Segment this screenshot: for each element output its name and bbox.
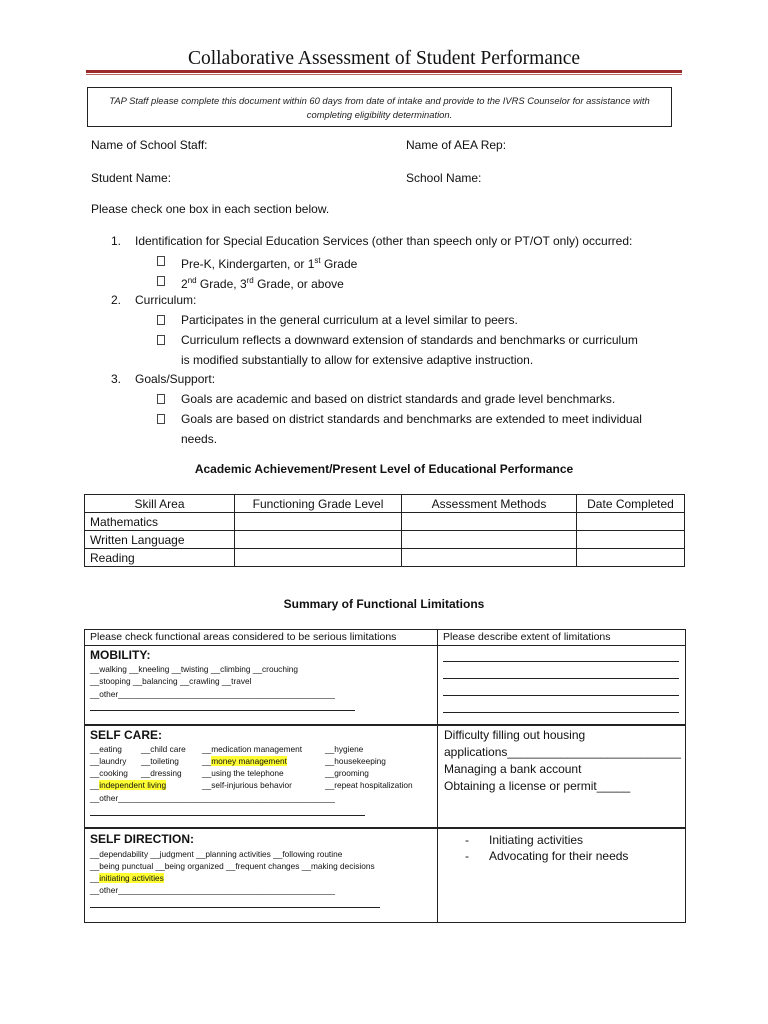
opt-grooming[interactable]: __grooming (325, 768, 369, 778)
selfdir-blank-line[interactable] (90, 897, 380, 908)
selfcare-other[interactable]: __other_______________________________________________ (90, 793, 336, 803)
opt-independent-living[interactable]: __independent living (90, 780, 167, 790)
option-2nd-grade: 2nd Grade, 3rd Grade, or above (181, 276, 344, 291)
checkbox-academic-goals[interactable] (157, 394, 165, 404)
mobility-describe-line[interactable] (443, 668, 679, 679)
selfcare-description-3: Managing a bank account (444, 762, 582, 776)
opt-laundry[interactable]: __laundry (90, 756, 127, 766)
opt-medication[interactable]: __medication management (202, 744, 303, 754)
mobility-describe-line[interactable] (443, 651, 679, 662)
option-prek: Pre-K, Kindergarten, or 1st Grade (181, 256, 358, 271)
section-2-number: 2. (111, 293, 122, 307)
col-left-header: Please check functional areas considered to be serious limitations (90, 631, 397, 643)
opt-housekeeping[interactable]: __housekeeping (325, 756, 386, 766)
option-general-curriculum: Participates in the general curriculum at a level similar to peers. (181, 313, 518, 327)
bullet-dash: - (465, 849, 469, 863)
opt-eating[interactable]: __eating (90, 744, 122, 754)
opt-initiating-activities[interactable]: __initiating activities (90, 873, 164, 883)
selfcare-description-2: applications__________________________ (444, 745, 681, 759)
title-rule-thin (86, 74, 682, 75)
mobility-describe-line[interactable] (443, 702, 679, 713)
opt-repeat-hospitalization[interactable]: __repeat hospitalization (325, 780, 413, 790)
cell-input[interactable] (402, 513, 577, 531)
opt-telephone[interactable]: __using the telephone (202, 768, 284, 778)
section-3-number: 3. (111, 372, 122, 386)
school-name-field[interactable]: School Name: (406, 171, 482, 185)
cell-input[interactable] (235, 549, 402, 567)
mobility-other[interactable]: __other_______________________________________________ (90, 689, 336, 699)
cell-input[interactable] (577, 531, 685, 549)
page-title: Collaborative Assessment of Student Performance (187, 48, 581, 69)
section-1-number: 1. (111, 234, 122, 248)
skill-table (84, 494, 685, 567)
academic-heading: Academic Achievement/Present Level of Educational Performance (194, 462, 574, 476)
selfdir-description-1: Initiating activities (489, 833, 584, 847)
selfdir-title: SELF DIRECTION: (90, 832, 194, 846)
checkbox-prek[interactable] (157, 256, 165, 266)
th-date-completed: Date Completed (577, 495, 685, 513)
opt-child-care[interactable]: __child care (141, 744, 186, 754)
checkbox-extended-goals[interactable] (157, 414, 165, 424)
selfcare-description-4: Obtaining a license or permit_____ (444, 779, 631, 793)
notice-box: TAP Staff please complete this document within 60 days from date of intake and provide to the IVRS Counselor for assistance with completing eligibility determination. (87, 87, 672, 127)
summary-heading: Summary of Functional Limitations (283, 597, 485, 611)
table-row (85, 549, 685, 567)
option-downward-extension: Curriculum reflects a downward extension of standards and benchmarks or curriculum (181, 333, 638, 347)
opt-toileting[interactable]: __toileting (141, 756, 179, 766)
selfcare-title: SELF CARE: (90, 728, 162, 742)
cell-input[interactable] (235, 513, 402, 531)
col-right-header: Please describe extent of limitations (443, 631, 611, 643)
th-assessment-methods: Assessment Methods (402, 495, 577, 513)
cell-input[interactable] (235, 531, 402, 549)
checkbox-downward-extension[interactable] (157, 335, 165, 345)
aea-rep-field[interactable]: Name of AEA Rep: (406, 138, 507, 152)
title-rule (86, 70, 682, 73)
mobility-describe-line[interactable] (443, 685, 679, 696)
option-extended-goals-cont: needs. (181, 432, 218, 446)
skill-mathematics: Mathematics (85, 513, 235, 531)
th-skill-area: Skill Area (85, 495, 235, 513)
mobility-options-1[interactable]: __walking __kneeling __twisting __climbing __crouching (90, 664, 299, 674)
row-divider (84, 724, 686, 726)
opt-cooking[interactable]: __cooking (90, 768, 128, 778)
section-1-heading: Identification for Special Education Services (other than speech only or PT/OT only) occurred: (135, 234, 633, 248)
cell-input[interactable] (402, 531, 577, 549)
instruction-text: Please check one box in each section below. (91, 202, 330, 216)
th-grade-level: Functioning Grade Level (235, 495, 402, 513)
mobility-title: MOBILITY: (90, 648, 151, 662)
opt-dressing[interactable]: __dressing (141, 768, 182, 778)
selfdir-options-1[interactable]: __dependability __judgment __planning activities __following routine (90, 849, 343, 859)
row-divider (84, 827, 686, 829)
student-name-field[interactable]: Student Name: (91, 171, 172, 185)
row-divider (84, 645, 686, 646)
selfcare-description-1: Difficulty filling out housing (444, 728, 586, 742)
selfdir-options-2[interactable]: __being punctual __being organized __frequent changes __making decisions (90, 861, 375, 871)
cell-input[interactable] (577, 513, 685, 531)
cell-input[interactable] (577, 549, 685, 567)
mobility-options-2[interactable]: __stooping __balancing __crawling __travel (90, 676, 252, 686)
school-staff-field[interactable]: Name of School Staff: (91, 138, 208, 152)
column-divider (437, 629, 438, 923)
mobility-blank-line[interactable] (90, 700, 355, 711)
selfdir-other[interactable]: __other_______________________________________________ (90, 885, 336, 895)
checkbox-2nd-grade[interactable] (157, 276, 165, 286)
selfdir-description-2: Advocating for their needs (489, 849, 629, 863)
opt-hygiene[interactable]: __hygiene (325, 744, 364, 754)
option-downward-extension-cont: is modified substantially to allow for extensive adaptive instruction. (181, 353, 534, 367)
opt-self-injurious[interactable]: __self-injurious behavior (202, 780, 292, 790)
table-row (85, 513, 685, 531)
section-2-heading: Curriculum: (135, 293, 197, 307)
table-row (85, 531, 685, 549)
selfcare-blank-line[interactable] (90, 805, 365, 816)
skill-reading: Reading (85, 549, 235, 567)
checkbox-general-curriculum[interactable] (157, 315, 165, 325)
opt-money-management[interactable]: __money management (202, 756, 287, 766)
skill-written-language: Written Language (85, 531, 235, 549)
option-academic-goals: Goals are academic and based on district standards and grade level benchmarks. (181, 392, 616, 406)
bullet-dash: - (465, 833, 469, 847)
section-3-heading: Goals/Support: (135, 372, 216, 386)
cell-input[interactable] (402, 549, 577, 567)
option-extended-goals: Goals are based on district standards and benchmarks are extended to meet individual (181, 412, 642, 426)
